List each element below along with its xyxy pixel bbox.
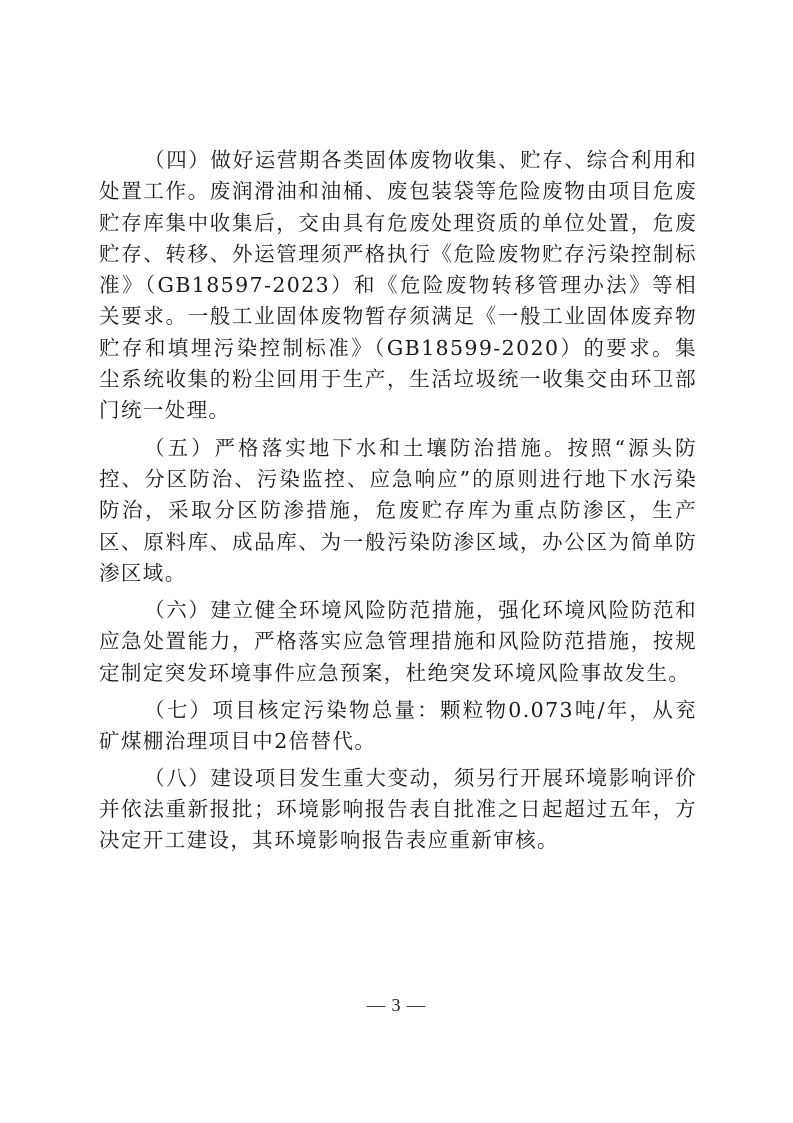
paragraph-groundwater-soil: （五）严格落实地下水和土壤防治措施。按照“源头防控、分区防治、污染监控、应急响应”的原则进行地下水污染防治，采取分区防渗措施，危废贮存库为重点防渗区，生产区、原料库、成品库、为一般污染防渗区域，办公区为简单防渗区域。 (99, 435, 697, 585)
paragraph-solid-waste: （四）做好运营期各类固体废物收集、贮存、综合利用和处置工作。废润滑油和油桶、废包装袋等危险废物由项目危废贮存库集中收集后，交由具有危废处理资质的单位处置，危废贮存、转移、外运管理须严格执行《危险废物贮存污染控制标准》（GB18597-2023）和《危险废物转移管理办法》等相关要求。一般工业固体废物暂存须满足《一般工业固体废弃物贮存和填埋污染控制标准》（GB18599-2020）的要求。集尘系统收集的粉尘回用于生产，生活垃圾统一收集交由环卫部门统一处理。 (99, 148, 697, 423)
paragraph-environmental-risk: （六）建立健全环境风险防范措施，强化环境风险防范和应急处置能力，严格落实应急管理措施和风险防范措施，按规定制定突发环境事件应急预案，杜绝突发环境风险事故发生。 (99, 598, 697, 685)
paragraph-pollutant-total: （七）项目核定污染物总量：颗粒物0.073吨/年，从兖矿煤棚治理项目中2倍替代。 (99, 698, 697, 754)
document-body (99, 145, 697, 863)
page-number: — 3 — (367, 995, 426, 1015)
paragraph-major-change: （八）建设项目发生重大变动，须另行开展环境影响评价并依法重新报批；环境影响报告表自批准之日起超过五年，方决定开工建设，其环境影响报告表应重新审核。 (99, 765, 697, 853)
